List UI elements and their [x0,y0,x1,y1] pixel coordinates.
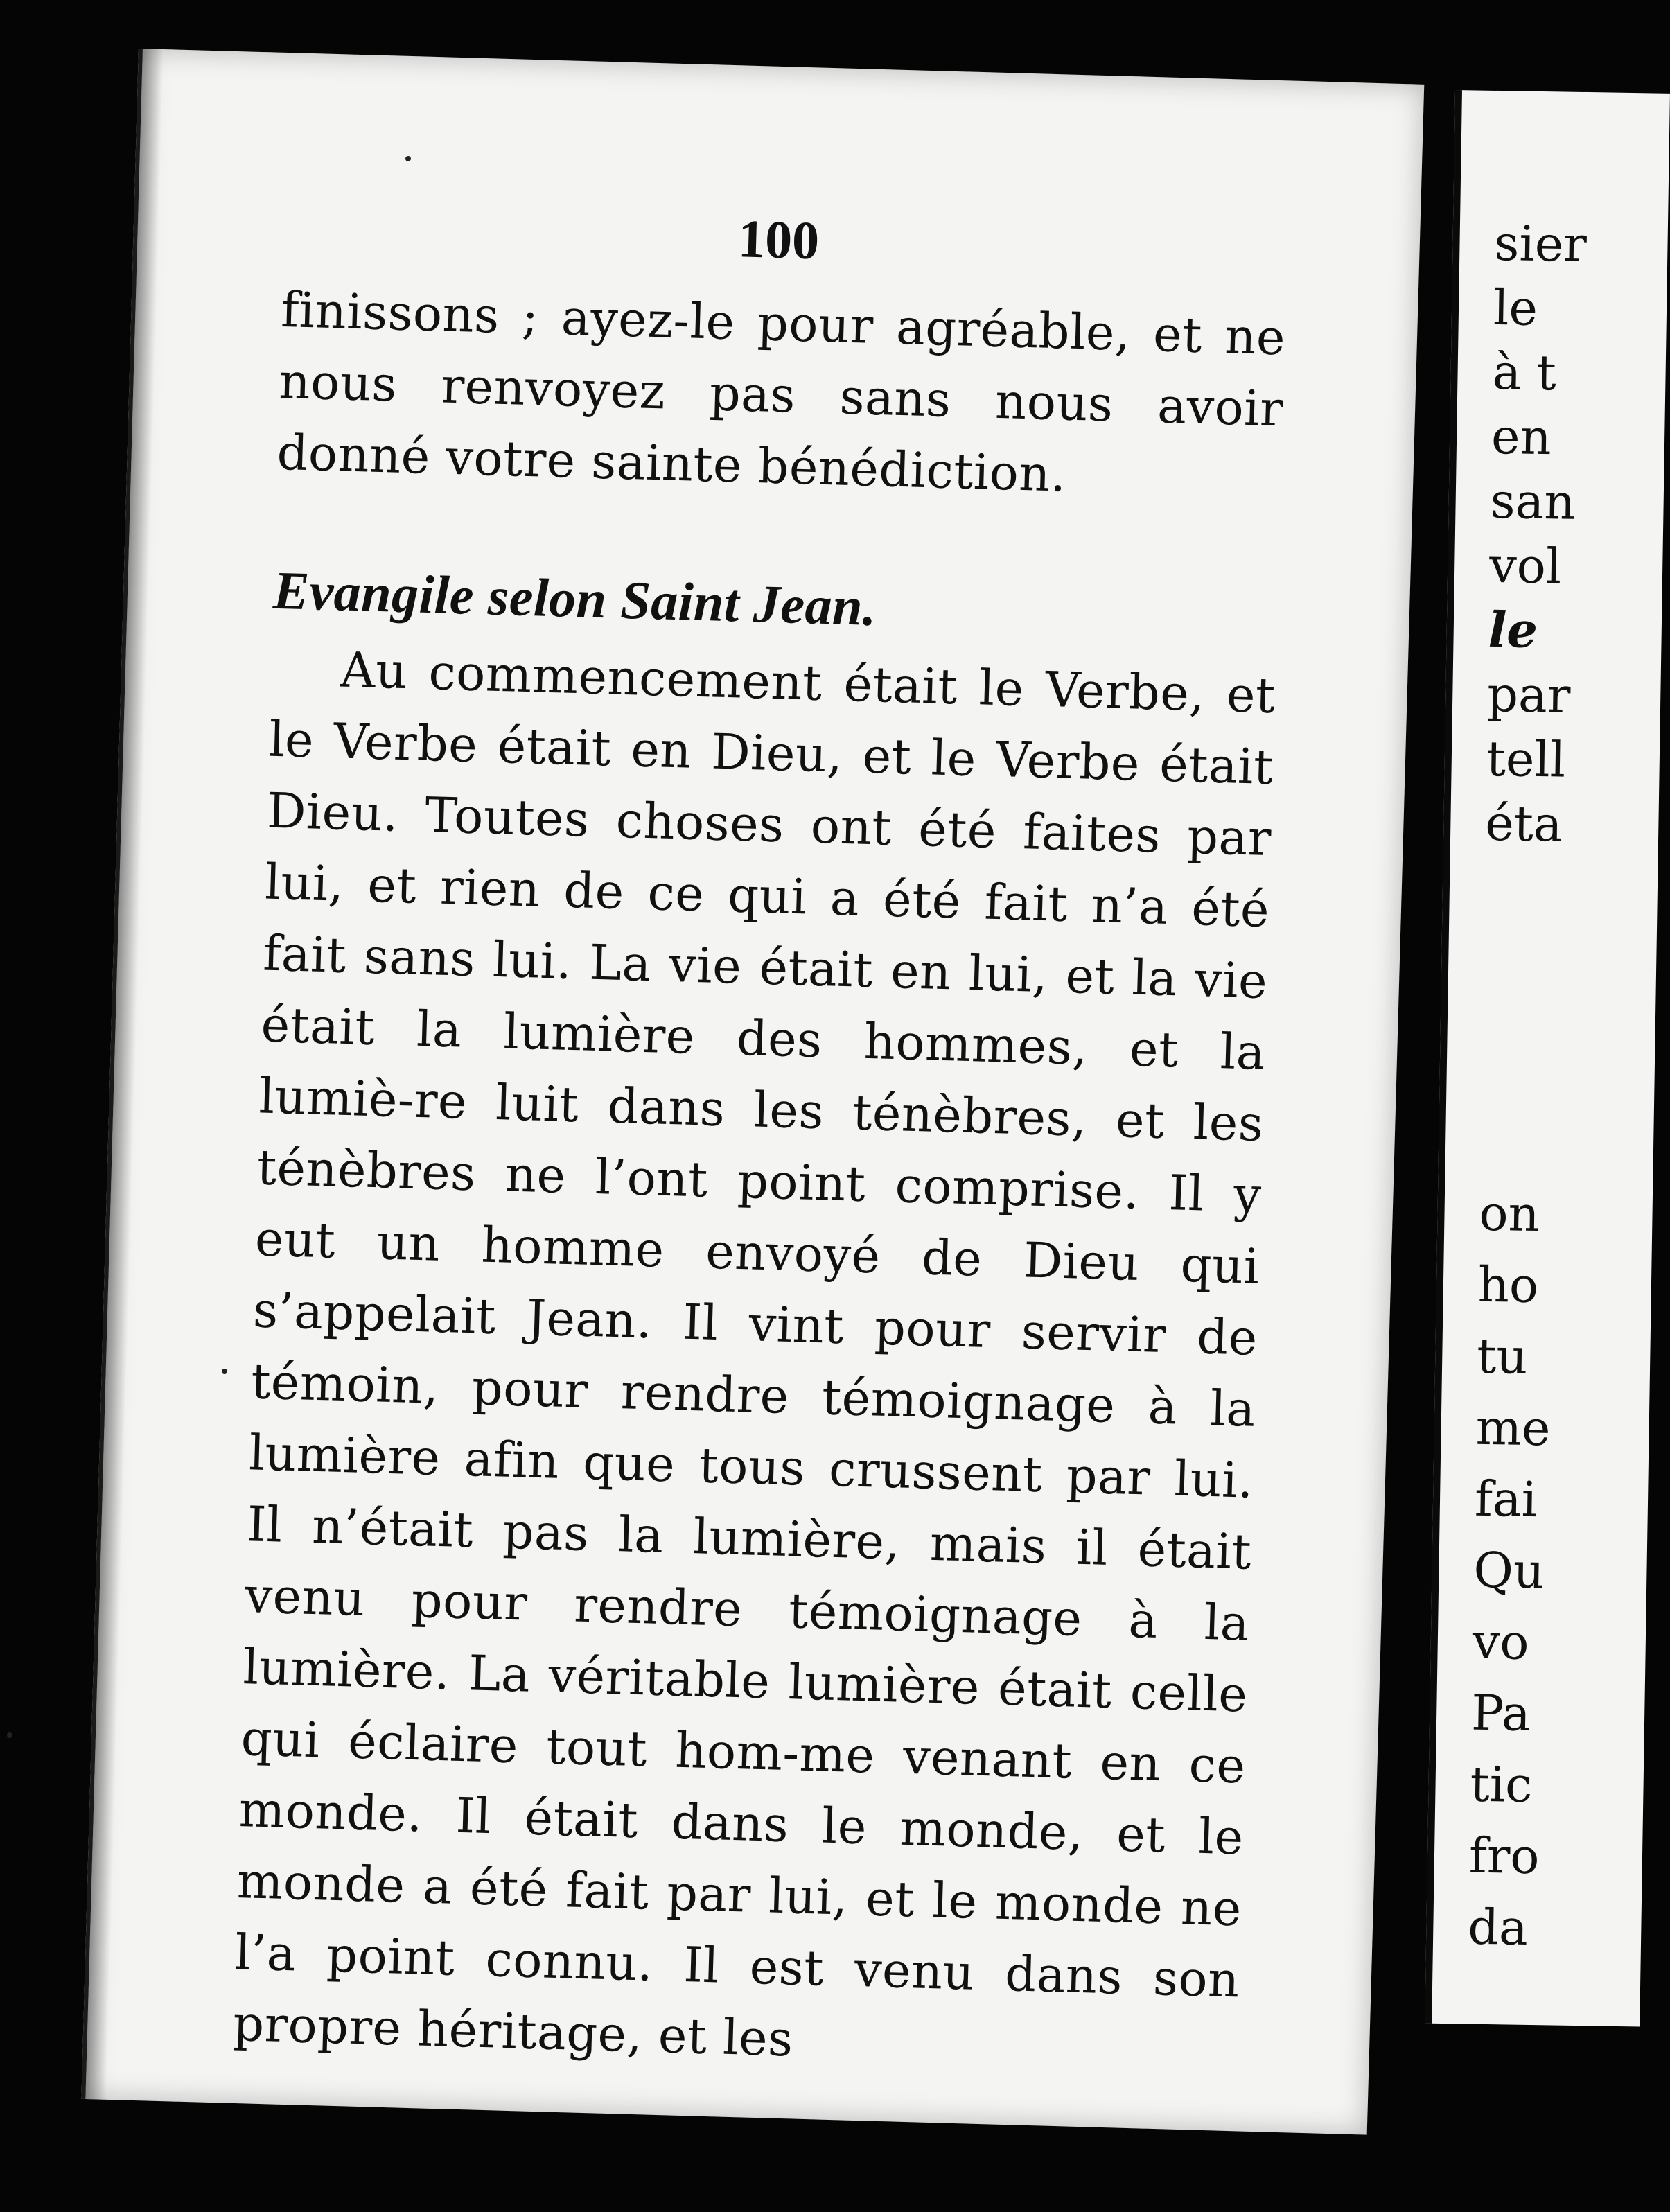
facing-line-fragment: da [1467,1898,1529,1956]
book-page [81,49,1424,2135]
page-text [232,274,1286,2087]
opening-paragraph: finissons ; ayez-le pour agréable, et ne nous renvoyez pas sans nous avoir donné votre sainte bénédiction. [276,281,1287,503]
facing-line-fragment: éta [1484,794,1563,853]
facing-line-fragment: ho [1477,1256,1539,1315]
paper-speck [7,1732,12,1738]
facing-line-fragment: vol [1488,536,1562,595]
facing-line-fragment: tell [1486,730,1566,789]
facing-line-fragment: le [1488,600,1538,659]
facing-line-fragment: vo [1472,1613,1530,1671]
facing-line-fragment: tu [1476,1327,1529,1385]
facing-line-fragment: par [1486,665,1571,724]
facing-page-edge [1425,90,1670,2027]
facing-line-fragment: fai [1474,1470,1538,1529]
facing-line-fragment: à t [1491,343,1557,402]
facing-line-fragment: me [1475,1398,1552,1457]
section-heading: Evangile selon Saint Jean. [272,559,878,638]
gospel-paragraph: Au commencement était le Verbe, et le Verbe était en Dieu, et le Verbe était Dieu. Toutes choses ont été faites par lui, et rien de ce qui a été fait n’a été fait sans lui. La vie était en lui, et la vie était la lumière des hommes, et la lumiè-re luit dans les ténèbres, et les ténèbres ne l’ont point comprise. Il y eut un homme envoyé de Dieu qui s’appelait Jean. Il vint pour servir de témoin, pour rendre témoignage à la lumière afin que tous crussent par lui. Il n’était pas la lumière, mais il était venu pour rendre témoignage à la lumière. La véritable lumière était celle qui éclaire tout hom-me venant en ce monde. Il était dans le monde, et le monde a été fait par lui, et le monde ne l’a point connu. Il est venu dans son propre héritage, et les [232,641,1276,2068]
facing-line-fragment: on [1478,1184,1540,1243]
facing-line-fragment: fro [1468,1827,1540,1886]
facing-line-fragment: san [1490,472,1576,531]
paper-speck [405,156,411,161]
facing-line-fragment: Qu [1473,1541,1545,1600]
facing-line-fragment: sier [1493,214,1588,274]
facing-line-fragment: tic [1469,1755,1533,1814]
facing-line-fragment: le [1493,279,1538,337]
page-number: 100 [737,208,820,271]
paper-speck [222,1369,227,1374]
facing-line-fragment: Pa [1470,1684,1531,1742]
facing-line-fragment: en [1491,407,1552,466]
